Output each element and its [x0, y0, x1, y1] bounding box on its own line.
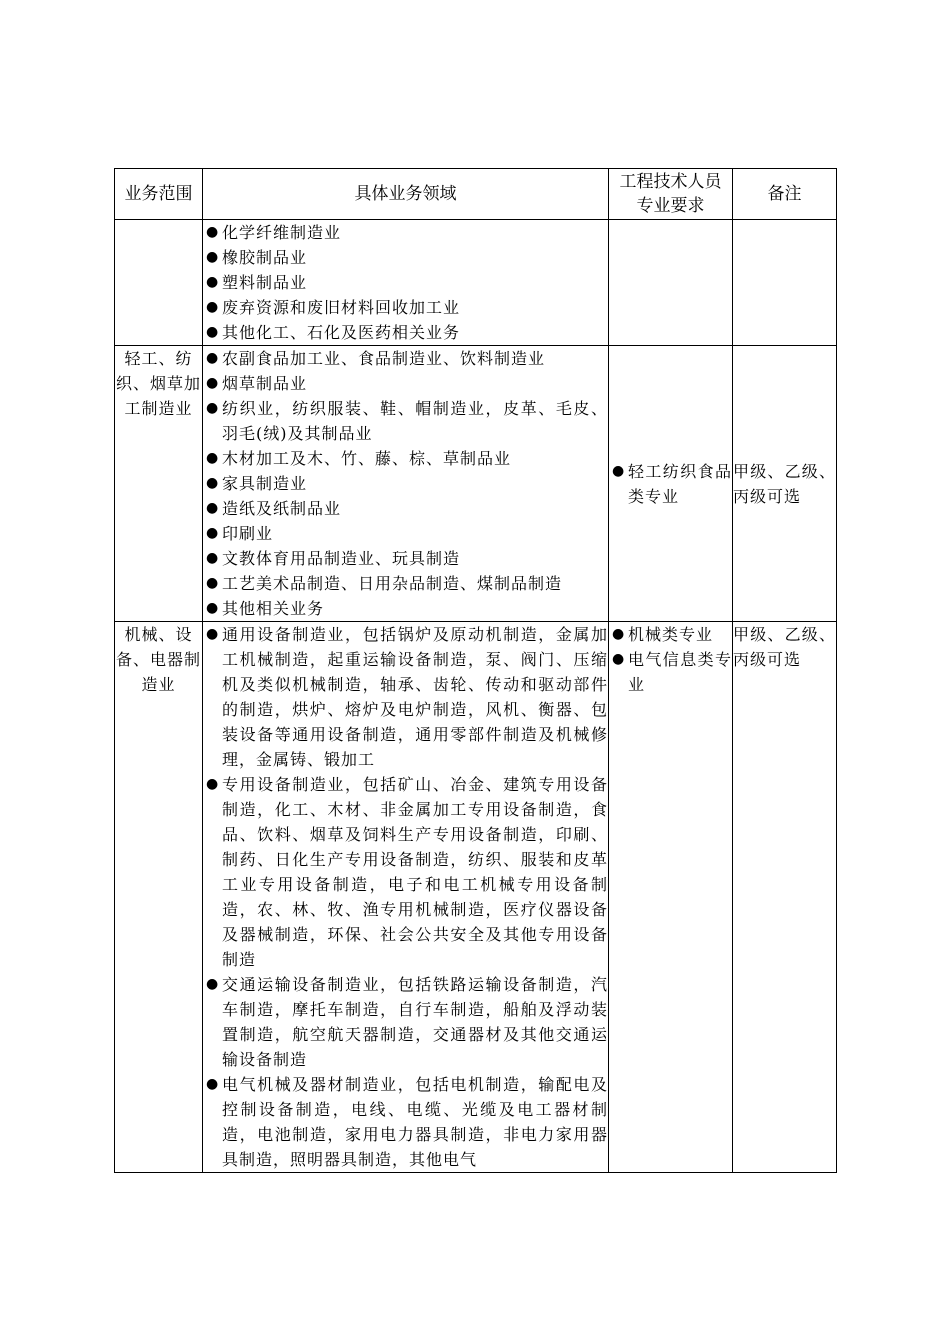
- list-item: [206, 346, 608, 371]
- list-item-text: 轻工纺织食品类专业: [628, 461, 732, 506]
- list-item: [206, 571, 608, 596]
- bullet-icon: ●: [206, 400, 220, 416]
- bullet-icon: ●: [206, 224, 220, 240]
- fields-list: [203, 220, 608, 345]
- bullet-icon: ●: [612, 651, 626, 667]
- list-item: [206, 521, 608, 546]
- list-item: [206, 972, 608, 1072]
- header-staff: 工程技术人员专业要求: [609, 169, 733, 220]
- bullet-icon: ●: [206, 274, 220, 290]
- cell-scope: 轻工、纺织、烟草加工制造业: [115, 346, 203, 622]
- bullet-icon: ●: [612, 462, 626, 479]
- bullet-icon: ●: [206, 1076, 220, 1092]
- cell-scope: [115, 220, 203, 346]
- bullet-icon: ●: [612, 626, 626, 642]
- list-item: [612, 622, 732, 647]
- list-item: [206, 471, 608, 496]
- list-item-text: 废弃资源和废旧材料回收加工业: [222, 298, 461, 317]
- list-item-text: 化学纤维制造业: [222, 223, 342, 242]
- bullet-icon: ●: [206, 450, 220, 466]
- list-item: [206, 446, 608, 471]
- list-item: [206, 546, 608, 571]
- table-row: [115, 220, 837, 346]
- list-item-text: 通用设备制造业，包括锅炉及原动机制造，金属加工机械制造，起重运输设备制造，泵、阀门、压缩机及类似机械制造，轴承、齿轮、传动和驱动部件的制造，烘炉、熔炉及电炉制造，风机、衡器、包装设备等通用设备制造，通用零部件制造及机械修理，金属铸、锻加工: [222, 625, 608, 769]
- bullet-icon: ●: [206, 626, 220, 642]
- bullet-icon: ●: [206, 776, 220, 792]
- list-item: [206, 270, 608, 295]
- table-body: [115, 220, 837, 1173]
- header-remark: 备注: [733, 169, 837, 220]
- list-item-text: 电气机械及器材制造业，包括电机制造，输配电及控制设备制造，电线、电缆、光缆及电工器材制造，电池制造，家用电力器具制造，非电力家用器具制造，照明器具制造，其他电气: [222, 1075, 608, 1169]
- staff-list: [609, 459, 732, 509]
- list-item-text: 文教体育用品制造业、玩具制造: [222, 549, 461, 568]
- table-row: [115, 622, 837, 1173]
- cell-remark: 甲级、乙级、丙级可选: [733, 346, 837, 622]
- list-item-text: 机械类专业: [628, 625, 714, 644]
- list-item: [206, 1072, 608, 1172]
- list-item: [206, 220, 608, 245]
- bullet-icon: ●: [206, 976, 220, 992]
- list-item-text: 其他化工、石化及医药相关业务: [222, 323, 461, 342]
- cell-staff: [609, 346, 733, 622]
- list-item: [206, 320, 608, 345]
- list-item-text: 其他相关业务: [222, 599, 325, 618]
- bullet-icon: ●: [206, 600, 220, 616]
- cell-fields: [203, 220, 609, 346]
- list-item-text: 电气信息类专业: [628, 650, 732, 694]
- cell-fields: [203, 346, 609, 622]
- list-item: [612, 459, 732, 509]
- fields-list: [203, 622, 608, 1172]
- cell-remark: 甲级、乙级、丙级可选: [733, 622, 837, 1173]
- bullet-icon: ●: [206, 375, 220, 391]
- list-item-text: 农副食品加工业、食品制造业、饮料制造业: [222, 349, 546, 368]
- list-item: [206, 596, 608, 621]
- bullet-icon: ●: [206, 475, 220, 491]
- business-scope-table: [114, 168, 837, 1173]
- cell-fields: [203, 622, 609, 1173]
- list-item: [206, 396, 608, 446]
- cell-staff: [609, 220, 733, 346]
- list-item-text: 印刷业: [222, 524, 274, 543]
- bullet-icon: ●: [206, 500, 220, 516]
- bullet-icon: ●: [206, 299, 220, 315]
- cell-staff: [609, 622, 733, 1173]
- list-item: [612, 647, 732, 697]
- list-item: [206, 772, 608, 972]
- list-item: [206, 295, 608, 320]
- cell-scope: 机械、设备、电器制造业: [115, 622, 203, 1173]
- list-item-text: 造纸及纸制品业: [222, 499, 342, 518]
- bullet-icon: ●: [206, 575, 220, 591]
- fields-list: [203, 346, 608, 621]
- table-header-row: [115, 169, 837, 220]
- list-item: [206, 371, 608, 396]
- bullet-icon: ●: [206, 350, 220, 366]
- list-item-text: 木材加工及木、竹、藤、棕、草制品业: [222, 449, 512, 468]
- header-scope: 业务范围: [115, 169, 203, 220]
- list-item-text: 专用设备制造业，包括矿山、冶金、建筑专用设备制造，化工、木材、非金属加工专用设备制造，食品、饮料、烟草及饲料生产专用设备制造，印刷、制药、日化生产专用设备制造，纺织、服装和皮革工业专用设备制造，电子和电工机械专用设备制造，农、林、牧、渔专用机械制造，医疗仪器设备及器械制造，环保、社会公共安全及其他专用设备制造: [222, 775, 608, 969]
- list-item: [206, 245, 608, 270]
- list-item: [206, 496, 608, 521]
- list-item-text: 塑料制品业: [222, 273, 308, 292]
- list-item-text: 烟草制品业: [222, 374, 308, 393]
- list-item-text: 橡胶制品业: [222, 248, 308, 267]
- table-row: [115, 346, 837, 622]
- list-item-text: 工艺美术品制造、日用杂品制造、煤制品制造: [222, 574, 563, 593]
- cell-remark: [733, 220, 837, 346]
- list-item-text: 纺织业，纺织服装、鞋、帽制造业，皮革、毛皮、羽毛(绒)及其制品业: [222, 399, 608, 443]
- bullet-icon: ●: [206, 525, 220, 541]
- list-item-text: 家具制造业: [222, 474, 308, 493]
- bullet-icon: ●: [206, 550, 220, 566]
- bullet-icon: ●: [206, 324, 220, 340]
- staff-list: [609, 622, 732, 697]
- list-item: [206, 622, 608, 772]
- bullet-icon: ●: [206, 249, 220, 265]
- list-item-text: 交通运输设备制造业，包括铁路运输设备制造，汽车制造，摩托车制造，自行车制造，船舶及浮动装置制造，航空航天器制造，交通器材及其他交通运输设备制造: [222, 975, 608, 1069]
- header-fields: 具体业务领域: [203, 169, 609, 220]
